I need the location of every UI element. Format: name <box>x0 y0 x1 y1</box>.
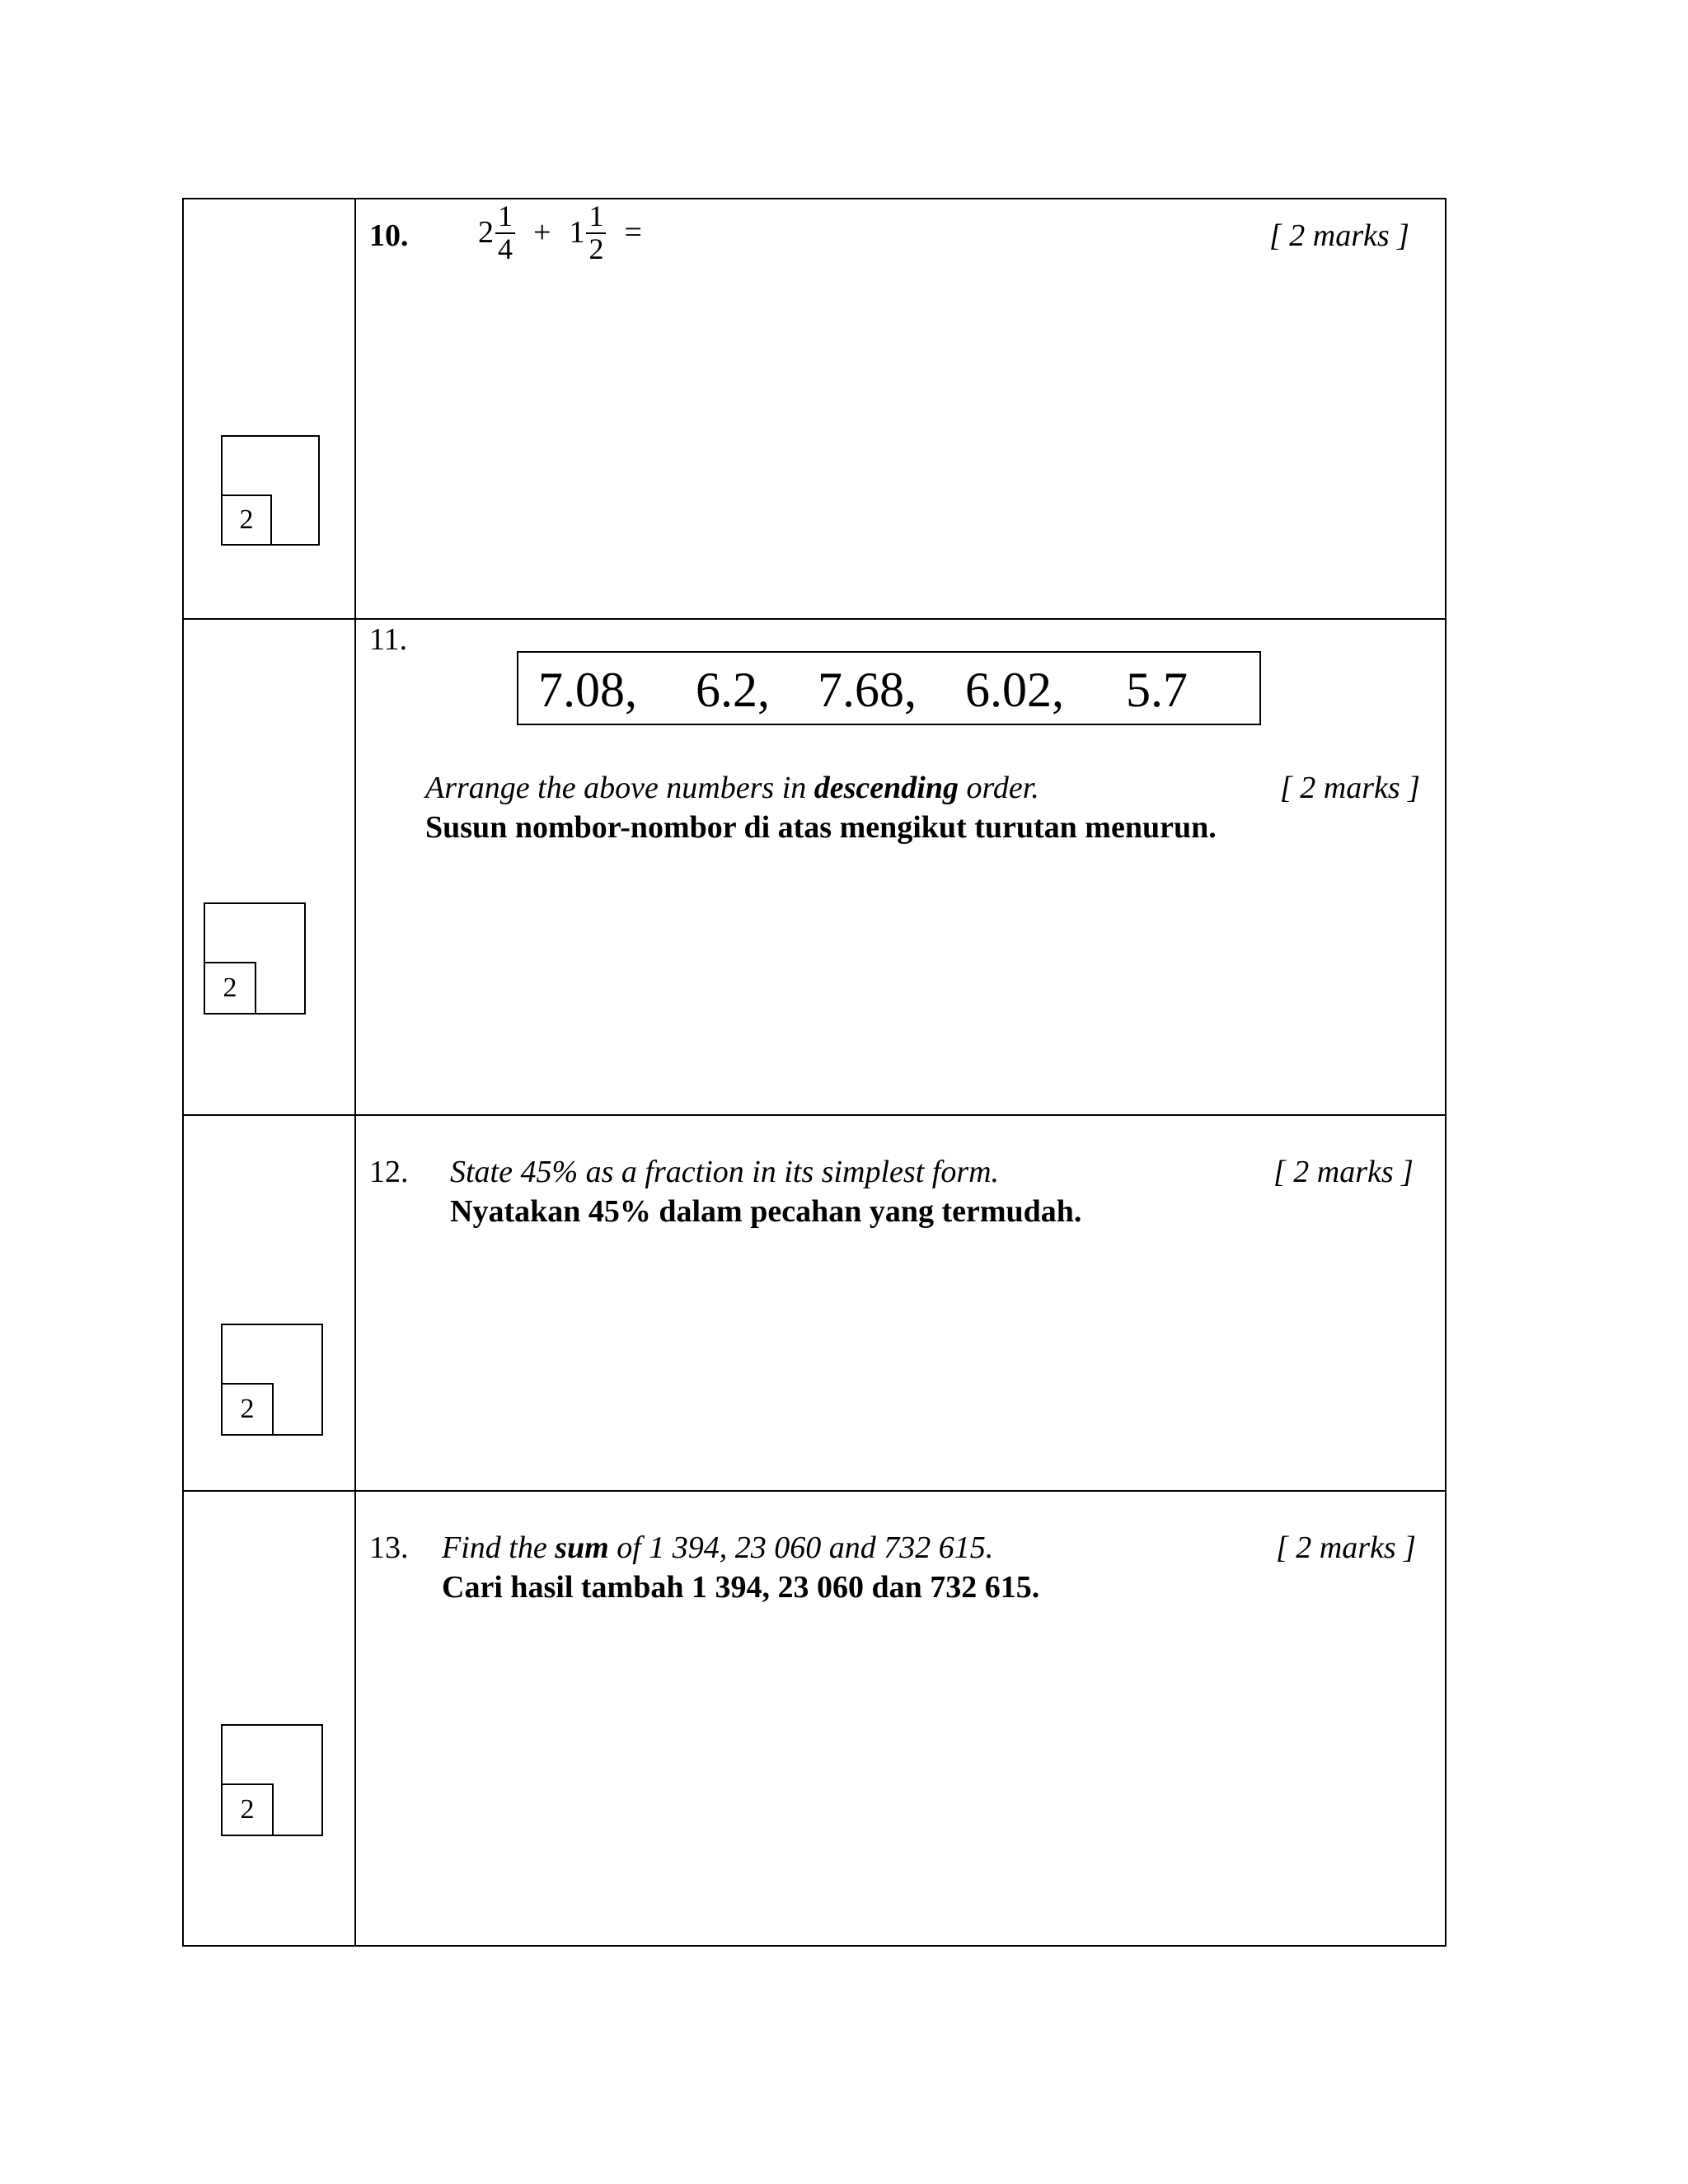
instruction-en-emphasis: descending <box>814 771 959 805</box>
question-10-score-box <box>221 435 320 546</box>
row-divider-2 <box>182 1114 1447 1116</box>
question-12-marks: [ 2 marks ] <box>1273 1155 1414 1189</box>
question-13-instruction-ms: Cari hasil tambah 1 394, 23 060 dan 732 615. <box>442 1570 1040 1605</box>
fraction-1-denominator: 4 <box>498 232 513 265</box>
question-11-score-value: 2 <box>204 962 256 1015</box>
question-12-instruction-ms: Nyatakan 45% dalam pecahan yang termudah. <box>450 1194 1082 1229</box>
instruction-en-part-1: Find the <box>442 1530 556 1565</box>
question-13-instruction-en <box>442 1530 993 1568</box>
question-12-score-box <box>221 1324 323 1436</box>
question-13-number: 13. <box>369 1530 409 1565</box>
column-divider <box>354 198 356 1947</box>
question-12-number: 12. <box>369 1155 409 1189</box>
question-11-marks: [ 2 marks ] <box>1280 771 1420 805</box>
instruction-en-part-2: order. <box>958 771 1039 805</box>
question-11-instruction-ms: Susun nombor-nombor di atas mengikut turutan menurun. <box>425 810 1217 845</box>
question-10-number: 10. <box>369 218 409 253</box>
instruction-en-emphasis: sum <box>555 1530 609 1565</box>
fraction-1 <box>495 201 515 265</box>
question-13-score-value: 2 <box>221 1783 274 1836</box>
number-item-1: 7.08, <box>538 663 637 717</box>
number-item-4: 6.02, <box>965 663 1064 717</box>
number-item-3: 7.68, <box>818 663 917 717</box>
question-11-score-box <box>204 902 306 1015</box>
equals-sign: = <box>624 215 642 250</box>
question-12-score-value: 2 <box>221 1383 274 1436</box>
fraction-1-numerator: 1 <box>495 201 515 234</box>
question-10-expression <box>478 201 660 265</box>
question-10-score-value: 2 <box>221 494 272 546</box>
question-12-instruction-en: State 45% as a fraction in its simplest form. <box>450 1155 1000 1189</box>
row-divider-3 <box>182 1490 1447 1492</box>
mixed-number-1-whole: 2 <box>478 215 494 250</box>
instruction-en-part-2: of 1 394, 23 060 and 732 615. <box>608 1530 994 1565</box>
fraction-2-denominator: 2 <box>588 232 604 265</box>
question-13-score-box <box>221 1724 323 1836</box>
question-table <box>182 198 1447 1947</box>
numbers-box <box>517 651 1261 725</box>
question-13-marks: [ 2 marks ] <box>1276 1530 1416 1565</box>
number-item-5: 5.7 <box>1126 663 1188 717</box>
fraction-2 <box>586 201 606 265</box>
question-11-instruction-en <box>425 770 1039 808</box>
question-10-marks: [ 2 marks ] <box>1269 218 1409 253</box>
row-divider-1 <box>182 618 1447 620</box>
fraction-2-numerator: 1 <box>586 201 606 234</box>
number-item-2: 6.2, <box>696 663 770 717</box>
plus-sign: + <box>533 215 551 250</box>
question-11-number: 11. <box>369 622 408 657</box>
mixed-number-2-whole: 1 <box>569 215 585 250</box>
instruction-en-part-1: Arrange the above numbers in <box>425 771 814 805</box>
